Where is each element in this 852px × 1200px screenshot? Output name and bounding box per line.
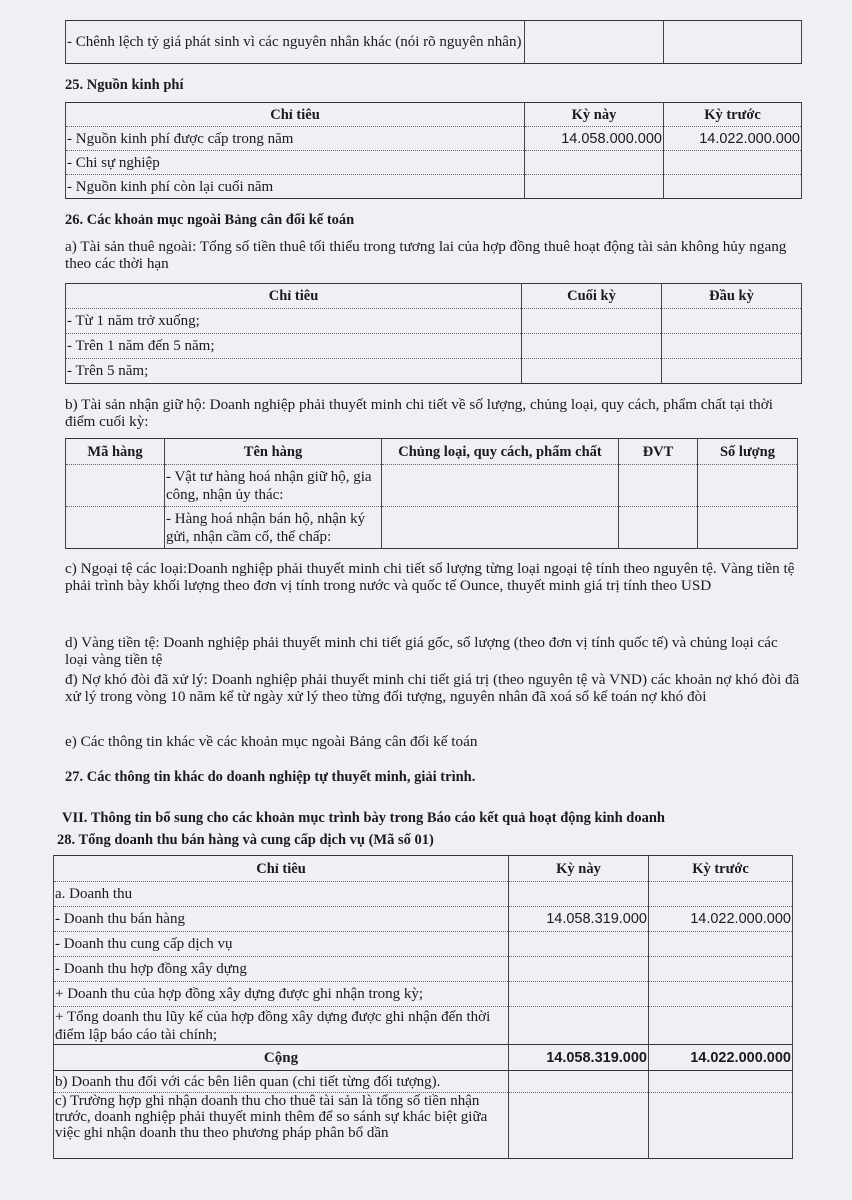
cell-previous <box>649 982 793 1007</box>
cell-so-luong <box>698 507 798 549</box>
header-ky-truoc: Kỳ trước <box>649 856 793 882</box>
total-current: 14.058.319.000 <box>509 1045 649 1071</box>
header-ma-hang: Mã hàng <box>66 439 165 465</box>
section-26b-text: b) Tài sản nhận giữ hộ: Doanh nghiệp phải thuyết minh chi tiết về số lượng, chủng loại, quy cách, phẩm chất tại thời điểm cuối kỳ: <box>65 396 773 430</box>
section-26a-text: a) Tài sản thuê ngoài: Tổng số tiền thuê tối thiểu trong tương lai của hợp đồng thuê hoạt động tài sản không hủy ngang theo các thời hạn <box>65 238 787 272</box>
cell-dvt <box>619 465 698 507</box>
cell-previous <box>649 932 793 957</box>
cell-ten-hang: - Hàng hoá nhận bán hộ, nhận ký gửi, nhận cầm cố, thế chấp: <box>165 507 382 549</box>
table-row <box>54 882 793 907</box>
row-label: a. Doanh thu <box>54 882 509 907</box>
section-27-title: 27. Các thông tin khác do doanh nghiệp tự thuyết minh, giải trình. <box>65 769 476 785</box>
table-row <box>54 957 793 982</box>
table-row <box>66 309 802 334</box>
cell-ten-hang: - Vật tư hàng hoá nhận giữ hộ, gia công, nhận ủy thác: <box>165 465 382 507</box>
cell-current <box>509 1071 649 1093</box>
cell-current <box>509 932 649 957</box>
revenue-table <box>53 855 793 1159</box>
cell-previous <box>649 957 793 982</box>
section-26c-text: c) Ngoại tệ các loại:Doanh nghiệp phải thuyết minh chi tiết số lượng từng loại ngoại tệ tính theo nguyên tệ. Vàng tiền tệ phải trình bày khối lượng theo đơn vị tính trong nước và quốc tế Ounce, thuyết minh giá trị tính theo USD <box>65 560 795 594</box>
leased-assets-table <box>65 283 802 384</box>
row-label: - Nguồn kinh phí còn lại cuối năm <box>66 175 525 199</box>
cell-previous <box>649 1093 793 1159</box>
row-label: - Nguồn kinh phí được cấp trong năm <box>66 127 525 151</box>
cell-start <box>662 359 802 384</box>
header-dau-ky: Đầu kỳ <box>662 284 802 309</box>
total-row <box>54 1045 793 1071</box>
row-label: - Doanh thu cung cấp dịch vụ <box>54 932 509 957</box>
header-chung-loai: Chủng loại, quy cách, phẩm chất <box>382 439 619 465</box>
cell-previous <box>664 175 802 199</box>
cell-previous: 14.022.000.000 <box>649 907 793 932</box>
cell-current <box>525 151 664 175</box>
section-26d-text: d) Vàng tiền tệ: Doanh nghiệp phải thuyết minh chi tiết giá gốc, số lượng (theo đơn vị tính quốc tế) và chủng loại các loại vàng tiền tệ <box>65 634 778 668</box>
table-row <box>66 151 802 175</box>
cell-ma-hang <box>66 465 165 507</box>
cell-so-luong <box>698 465 798 507</box>
table-row <box>54 1071 793 1093</box>
table-header-row <box>54 856 793 882</box>
header-dvt: ĐVT <box>619 439 698 465</box>
funding-table <box>65 102 802 199</box>
table-row <box>66 21 802 64</box>
cell-start <box>662 334 802 359</box>
row-label: c) Trường hợp ghi nhận doanh thu cho thuê tài sản là tổng số tiền nhận trước, doanh nghiệp phải thuyết minh thêm để so sánh sự khác biệt giữa việc ghi nhận doanh thu theo phương pháp phân bổ dần <box>54 1093 509 1159</box>
cell-current <box>509 982 649 1007</box>
section-26-title: 26. Các khoản mục ngoài Bảng cân đối kế toán <box>65 212 355 228</box>
row-label: - Trên 5 năm; <box>66 359 522 384</box>
table-row <box>66 334 802 359</box>
cell-chung-loai <box>382 465 619 507</box>
cell-previous <box>649 1071 793 1093</box>
cell-start <box>662 309 802 334</box>
row-label: - Doanh thu bán hàng <box>54 907 509 932</box>
row-label: + Tổng doanh thu lũy kế của hợp đồng xây dựng được ghi nhận đến thời điểm lập báo cáo tài chính; <box>54 1007 509 1045</box>
cell-previous <box>664 151 802 175</box>
cell-previous <box>649 1007 793 1045</box>
table-header-row <box>66 439 798 465</box>
row-label: b) Doanh thu đối với các bên liên quan (chi tiết từng đối tượng). <box>54 1071 509 1093</box>
cell-end <box>522 309 662 334</box>
section-25-title: 25. Nguồn kinh phí <box>65 77 184 93</box>
header-chi-tieu: Chỉ tiêu <box>66 284 522 309</box>
cell-previous <box>649 882 793 907</box>
row-label: - Trên 1 năm đến 5 năm; <box>66 334 522 359</box>
cell-current <box>509 1007 649 1045</box>
row-label: - Chênh lệch tỷ giá phát sinh vì các nguyên nhân khác (nói rõ nguyên nhân) <box>66 21 525 64</box>
cell-end <box>522 359 662 384</box>
cell-current <box>509 1093 649 1159</box>
header-ky-truoc: Kỳ trước <box>664 103 802 127</box>
section-28-title: 28. Tổng doanh thu bán hàng và cung cấp dịch vụ (Mã số 01) <box>57 832 434 848</box>
section-vii-title: VII. Thông tin bổ sung cho các khoản mục trình bày trong Báo cáo kết quả hoạt động kinh doanh <box>62 810 665 826</box>
cell-current <box>525 21 664 64</box>
header-cuoi-ky: Cuối kỳ <box>522 284 662 309</box>
cell-current <box>509 957 649 982</box>
cell-previous: 14.022.000.000 <box>664 127 802 151</box>
header-chi-tieu: Chỉ tiêu <box>54 856 509 882</box>
row-label: + Doanh thu của hợp đồng xây dựng được ghi nhận trong kỳ; <box>54 982 509 1007</box>
exchange-diff-table <box>65 20 802 64</box>
header-so-luong: Số lượng <box>698 439 798 465</box>
table-row <box>54 907 793 932</box>
header-ky-nay: Kỳ này <box>509 856 649 882</box>
header-ten-hang: Tên hàng <box>165 439 382 465</box>
cell-current <box>509 882 649 907</box>
total-label: Cộng <box>54 1045 509 1071</box>
header-ky-nay: Kỳ này <box>525 103 664 127</box>
table-row <box>66 175 802 199</box>
table-row <box>54 932 793 957</box>
section-26dd-text: đ) Nợ khó đòi đã xử lý: Doanh nghiệp phải thuyết minh chi tiết giá trị (theo nguyên tệ và VND) các khoản nợ khó đòi đã xử lý trong vòng 10 năm kể từ ngày xử lý theo từng đối tượng, nguyên nhân đã xoá sổ kế toán nợ khó đòi <box>65 671 800 705</box>
row-label: - Doanh thu hợp đồng xây dựng <box>54 957 509 982</box>
table-row <box>66 465 798 507</box>
cell-current <box>525 175 664 199</box>
custody-assets-table <box>65 438 798 549</box>
table-header-row <box>66 103 802 127</box>
cell-chung-loai <box>382 507 619 549</box>
section-26e-text: e) Các thông tin khác về các khoản mục ngoài Bảng cân đối kế toán <box>65 733 478 750</box>
cell-previous <box>664 21 802 64</box>
table-row <box>66 359 802 384</box>
cell-dvt <box>619 507 698 549</box>
row-label: - Từ 1 năm trở xuống; <box>66 309 522 334</box>
cell-current: 14.058.319.000 <box>509 907 649 932</box>
table-row <box>66 127 802 151</box>
cell-end <box>522 334 662 359</box>
table-row <box>54 982 793 1007</box>
cell-current: 14.058.000.000 <box>525 127 664 151</box>
header-chi-tieu: Chỉ tiêu <box>66 103 525 127</box>
table-row <box>54 1007 793 1045</box>
row-label: - Chi sự nghiệp <box>66 151 525 175</box>
table-row <box>54 1093 793 1159</box>
table-row <box>66 507 798 549</box>
total-previous: 14.022.000.000 <box>649 1045 793 1071</box>
cell-ma-hang <box>66 507 165 549</box>
table-header-row <box>66 284 802 309</box>
